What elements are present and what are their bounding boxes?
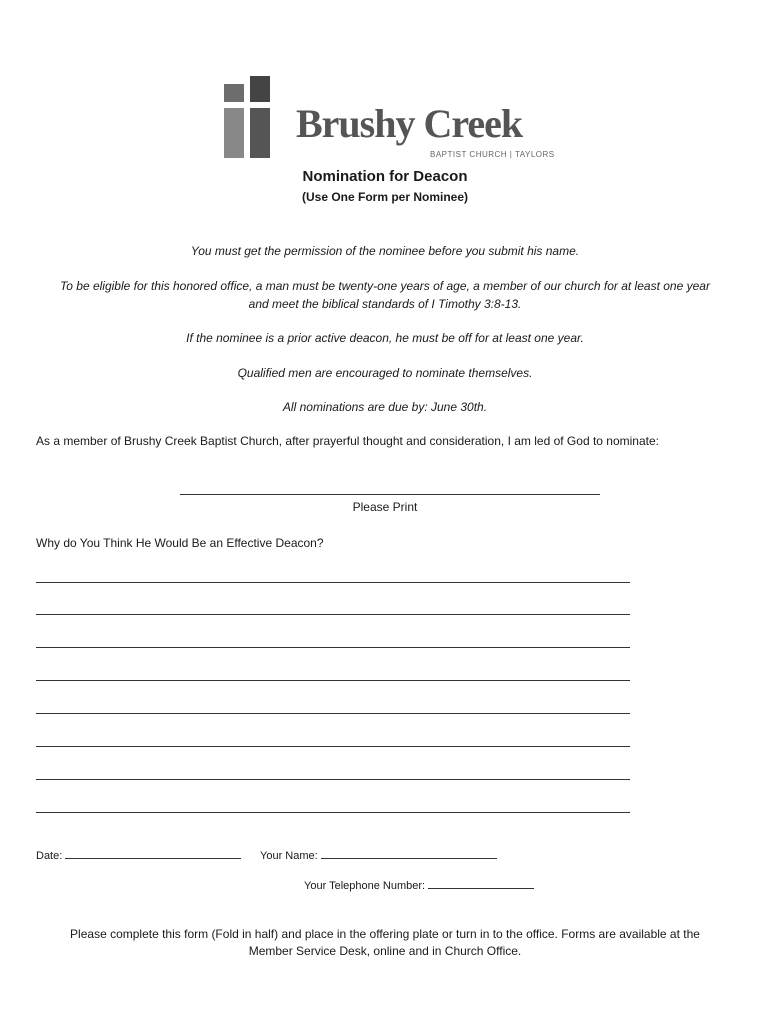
phone-label: Your Telephone Number: [304,880,426,892]
rule-permission: You must get the permission of the nominee before you submit his name. [190,244,580,258]
footer-instructions-cont: Member Service Desk, online and in Church Office. [248,944,522,958]
rule-self-nomination: Qualified men are encouraged to nominate themselves. [237,366,533,380]
your-name-label: Your Name: [260,850,318,862]
answer-line[interactable] [36,647,630,648]
form-title: Nomination for Deacon [302,168,468,185]
rule-eligibility-cont: and meet the biblical standards of I Timothy 3:8-13. [248,297,522,311]
rule-due-date: All nominations are due by: June 30th. [282,400,488,414]
your-name-input-line[interactable] [321,848,497,859]
answer-line[interactable] [36,779,630,780]
form-subtitle: (Use One Form per Nominee) [301,190,469,204]
phone-input-line[interactable] [428,878,534,889]
nominee-name-line[interactable] [180,494,600,495]
answer-line[interactable] [36,746,630,747]
answer-line[interactable] [36,582,630,583]
date-field-row [36,848,241,862]
logo-subtitle: BAPTIST CHURCH | TAYLORS [430,150,555,159]
church-logo [222,76,562,162]
name-field-row [260,848,497,862]
date-input-line[interactable] [65,848,241,859]
cross-logo-icon [222,76,288,160]
answer-line[interactable] [36,812,630,813]
effective-deacon-question: Why do You Think He Would Be an Effective Deacon? [36,536,324,550]
nomination-statement: As a member of Brushy Creek Baptist Church, after prayerful thought and consideration, I am led of God to nominate: [36,434,659,448]
answer-line[interactable] [36,713,630,714]
rule-eligibility: To be eligible for this honored office, a man must be twenty-one years of age, a member of our church for at least one year [60,279,710,293]
rule-prior-deacon: If the nominee is a prior active deacon, he must be off for at least one year. [186,331,584,345]
date-label: Date: [36,850,63,862]
footer-instructions: Please complete this form (Fold in half) and place in the offering plate or turn in to the office. Forms are available at the [70,927,700,941]
answer-line[interactable] [36,680,630,681]
answer-line[interactable] [36,614,630,615]
phone-field-row [304,878,534,892]
print-hint: Please Print [352,500,418,514]
logo-name: Brushy Creek [296,101,523,146]
